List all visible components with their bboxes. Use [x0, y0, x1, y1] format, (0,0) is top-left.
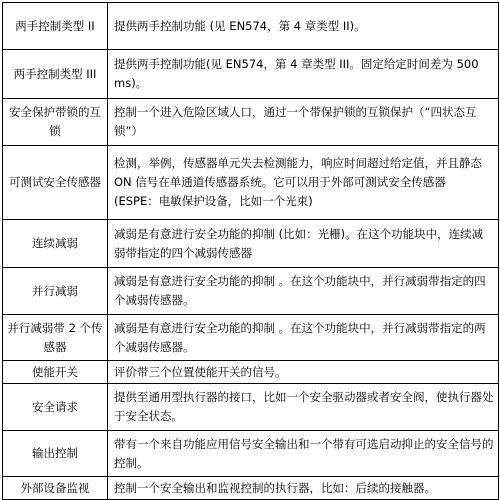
function-name: 并行减弱 — [3, 268, 108, 315]
function-name: 安全请求 — [3, 384, 108, 431]
function-description: 减弱是有意进行安全功能的抑制 。在这个功能块中，并行减弱带指定的两个减弱传感器。 — [108, 315, 499, 361]
table-row — [3, 146, 499, 220]
function-description: 检测，举例，传感器单元失去检测能力，响应时间超过给定值，并且静态 ON 信号在单通道传感器系统。它可以用于外部可测试安全传感器 (ESPE：电敏保护设备，比如一个光束) — [108, 146, 499, 220]
function-description: 减弱是有意进行安全功能的抑制 。在这个功能块中，并行减弱带指定的四个减弱传感器。 — [108, 268, 499, 315]
table-row — [3, 431, 499, 477]
table-row — [3, 220, 499, 268]
table-row — [3, 99, 499, 146]
function-name: 两手控制类型 II — [3, 3, 108, 50]
table-row — [3, 3, 499, 50]
table-row — [3, 384, 499, 431]
table-row — [3, 315, 499, 361]
function-name: 使能开关 — [3, 361, 108, 384]
function-description: 提供两手控制功能 (见 EN574，第 4 章类型 II)。 — [108, 3, 499, 50]
table-row — [3, 477, 499, 500]
function-description: 减弱是有意进行安全功能的抑制 (比如：光栅)。在这个功能块中，连续减弱带指定的四个减弱传感器 — [108, 220, 499, 268]
function-description: 提供两手控制功能(见 EN574，第 4 章类型 III。固定给定时间差为 500 ms)。 — [108, 50, 499, 99]
function-block-table — [2, 2, 499, 500]
function-name: 连续减弱 — [3, 220, 108, 268]
function-description: 控制一个进入危险区域人口，通过一个带保护锁的互锁保护（“四状态互锁”） — [108, 99, 499, 146]
function-name: 输出控制 — [3, 431, 108, 477]
function-description: 提供至通用型执行器的接口，比如一个安全驱动器或者安全阀，使执行器处于安全状态。 — [108, 384, 499, 431]
function-name: 并行减弱带 2 个传感器 — [3, 315, 108, 361]
function-description: 带有一个来自功能应用信号安全输出和一个带有可选启动抑止的安全信号的控制。 — [108, 431, 499, 477]
function-name: 可测试安全传感器 — [3, 146, 108, 220]
table-row — [3, 50, 499, 99]
function-description: 评价带三个位置使能开关的信号。 — [108, 361, 499, 384]
function-name: 安全保护带锁的互锁 — [3, 99, 108, 146]
table-row — [3, 361, 499, 384]
function-name: 两手控制类型 III — [3, 50, 108, 99]
function-description: 控制一个安全输出和监视控制的执行器，比如：后续的接触器。 — [108, 477, 499, 500]
function-name: 外部设备监视 — [3, 477, 108, 500]
table-row — [3, 268, 499, 315]
